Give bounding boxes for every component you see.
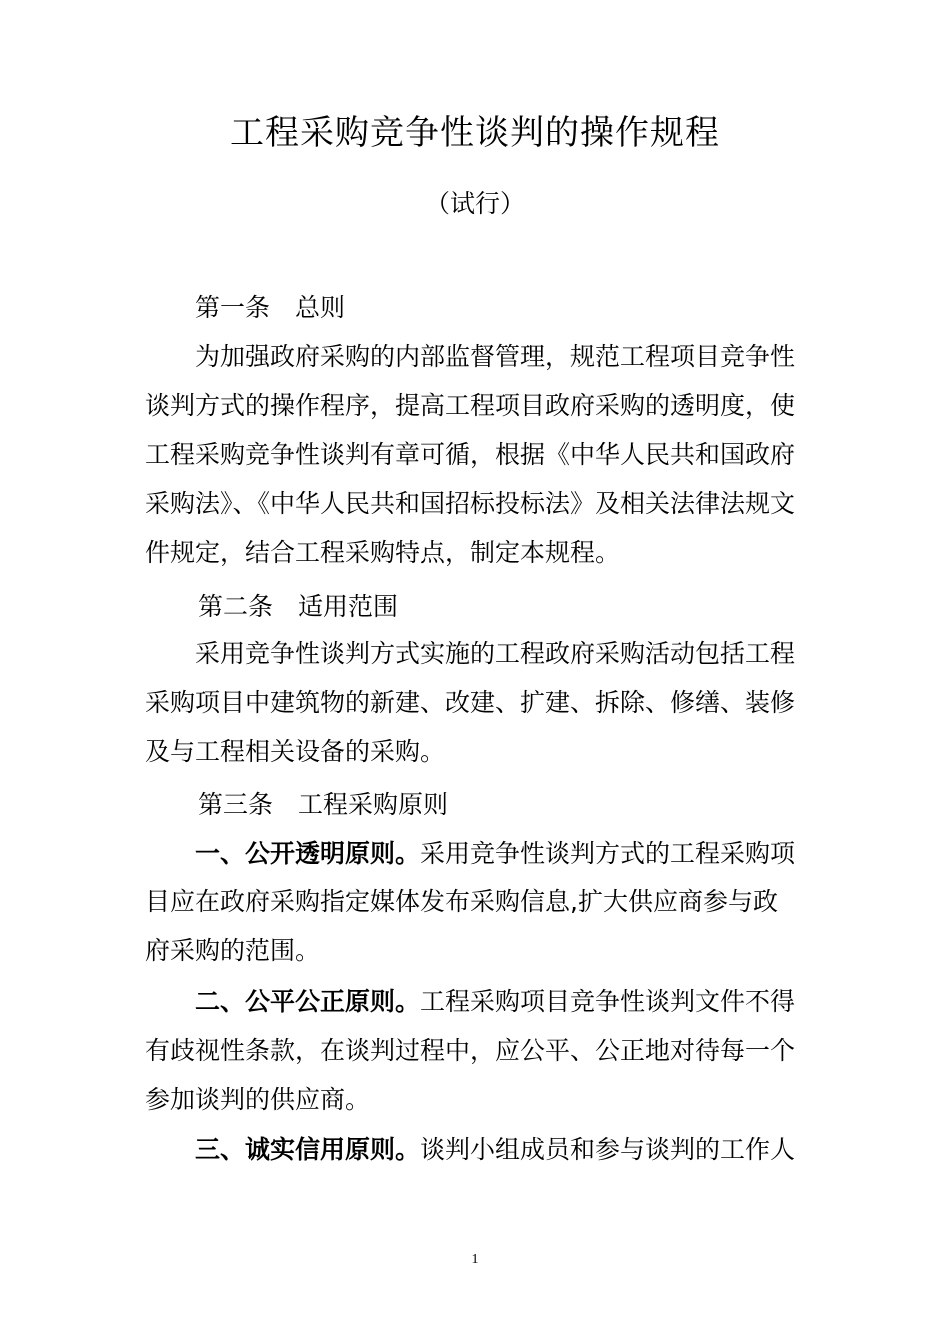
principle-1-text: 采用竞争性谈判方式的工程采购项 xyxy=(420,839,796,868)
article-2-text-line: 采购项目中建筑物的新建、改建、扩建、拆除、修缮、装修 xyxy=(145,688,796,717)
principle-2-text-line: 有歧视性条款，在谈判过程中，应公平、公正地对待每一个 xyxy=(145,1036,796,1065)
article-3-heading: 第三条 工程采购原则 xyxy=(198,790,449,819)
article-2-text-line: 采用竞争性谈判方式实施的工程政府采购活动包括工程 xyxy=(195,639,796,668)
document-subtitle: （试行） xyxy=(424,189,525,218)
principle-1-heading: 一、公开透明原则。 xyxy=(195,839,421,868)
principle-2-text-line: 参加谈判的供应商。 xyxy=(145,1085,371,1114)
principle-1-text-line: 府采购的范围。 xyxy=(145,936,321,965)
article-1-text-line: 采购法》、《中华人民共和国招标投标法》及相关法律法规文 xyxy=(145,489,796,518)
principle-3-text: 谈判小组成员和参与谈判的工作人 xyxy=(420,1135,796,1164)
article-2-heading: 第二条 适用范围 xyxy=(198,592,399,621)
document-title: 工程采购竞争性谈判的操作规程 xyxy=(230,113,720,153)
article-1-heading: 第一条 总则 xyxy=(195,293,346,322)
principle-1-text-line: 目应在政府采购指定媒体发布采购信息,扩大供应商参与政 xyxy=(145,887,778,916)
page-number: 1 xyxy=(471,1252,479,1267)
article-2-text-line: 及与工程相关设备的采购。 xyxy=(145,737,446,766)
article-1-text-line: 为加强政府采购的内部监督管理，规范工程项目竞争性 xyxy=(195,342,796,371)
principle-3-line xyxy=(195,1130,865,1170)
article-1-text-line: 工程采购竞争性谈判有章可循，根据《中华人民共和国政府 xyxy=(145,440,796,469)
principle-3-heading: 三、诚实信用原则。 xyxy=(195,1135,421,1164)
principle-1-line xyxy=(195,834,865,874)
article-1-text-line: 谈判方式的操作程序，提高工程项目政府采购的透明度，使 xyxy=(145,391,796,420)
principle-2-line xyxy=(195,982,865,1022)
principle-2-heading: 二、公平公正原则。 xyxy=(195,987,421,1016)
principle-2-text: 工程采购项目竞争性谈判文件不得 xyxy=(420,987,796,1016)
article-1-text-line: 件规定，结合工程采购特点，制定本规程。 xyxy=(145,538,621,567)
